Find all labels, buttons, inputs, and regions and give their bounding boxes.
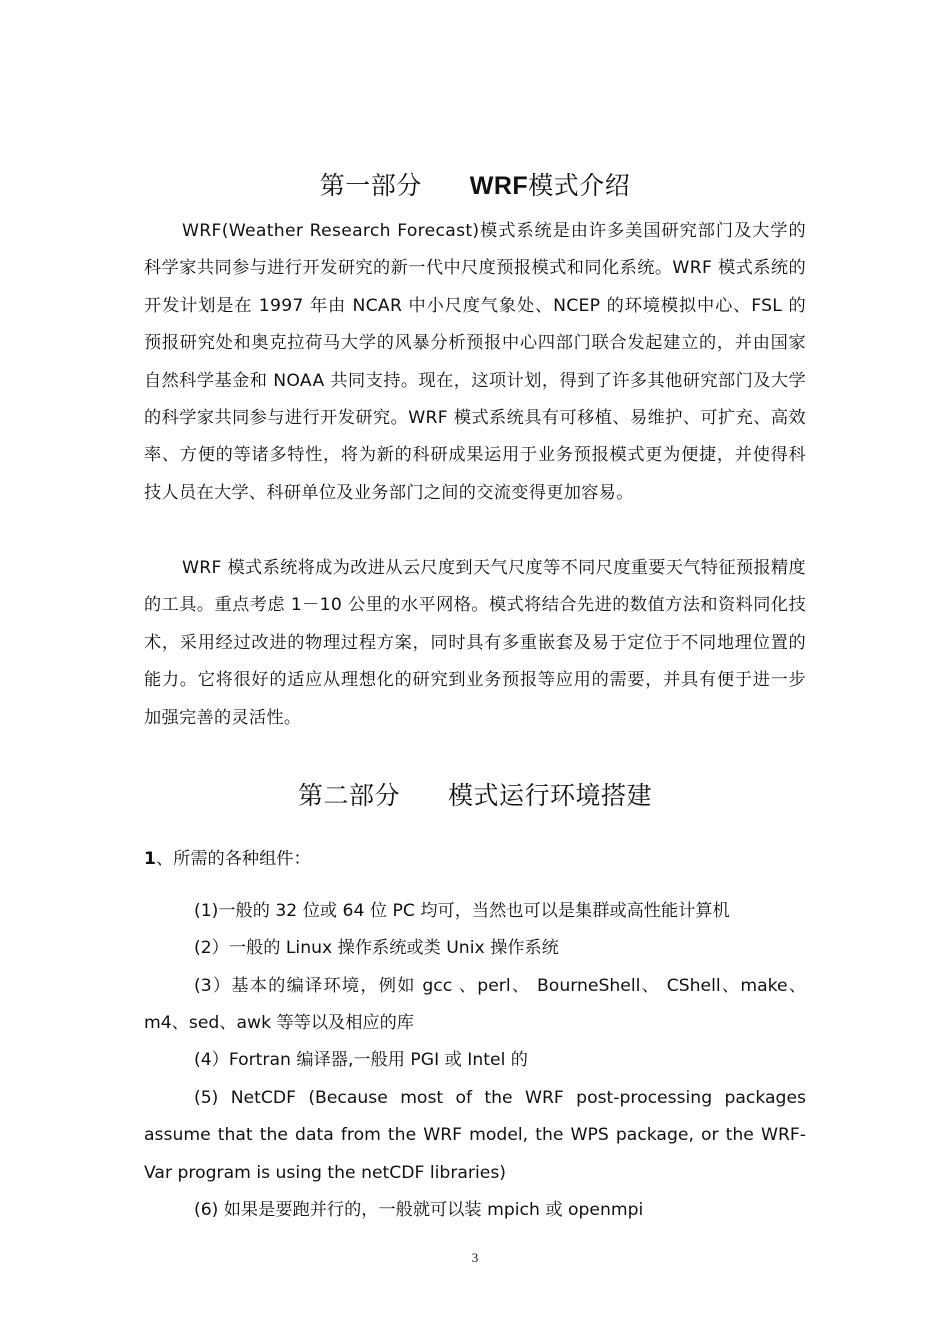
component-item-3: (3）基本的编译环境，例如 gcc 、perl、 BourneShell、 CShell、make、m4、sed、awk 等等以及相应的库 — [144, 976, 806, 1034]
section-2-heading — [144, 776, 806, 812]
section-1-title-rest: 模式介绍 — [528, 171, 631, 200]
section-1-paragraph-2: WRF 模式系统将成为改进从云尺度到天气尺度等不同尺度重要天气特征预报精度的工具。重点考虑 1－10 公里的水平网格。模式将结合先进的数值方法和资料同化技术，采用经过改进的物理过程方案，同时具有多重嵌套及易于定位于不同地理位置的能力。它将很好的适应从理想化的研究到业务预报等应用的需要，并具有便于进一步加强完善的灵活性。 — [144, 558, 806, 728]
components-list-number: 1 — [144, 849, 156, 869]
section-1-heading — [144, 166, 806, 202]
section-2-title: 模式运行环境搭建 — [448, 781, 653, 810]
component-item-1: (1)一般的 32 位或 64 位 PC 均可，当然也可以是集群或高性能计算机 — [194, 901, 730, 921]
components-list-label: 、所需的各种组件： — [155, 849, 311, 869]
component-item-2: (2）一般的 Linux 操作系统或类 Unix 操作系统 — [194, 938, 559, 958]
section-1-title-bold: WRF — [469, 172, 529, 200]
section-1-number: 第一部分 — [319, 171, 422, 200]
components-list-title — [144, 845, 311, 873]
page-number: 3 — [471, 1250, 479, 1265]
component-item-6: (6) 如果是要跑并行的，一般就可以装 mpich 或 openmpi — [194, 1200, 644, 1220]
component-item-5: (5) NetCDF (Because most of the WRF post-processing packages assume that the data from the WRF model, the WPS package, or the WRF-Var program is using the netCDF libraries) — [144, 1088, 806, 1183]
component-item-4: (4）Fortran 编译器,一般用 PGI 或 Intel 的 — [194, 1050, 528, 1070]
section-2-number: 第二部分 — [297, 781, 400, 810]
section-1-paragraph-1: WRF(Weather Research Forecast)模式系统是由许多美国研究部门及大学的科学家共同参与进行开发研究的新一代中尺度预报模式和同化系统。WRF 模式系统的开发计划是在 1997 年由 NCAR 中小尺度气象处、NCEP 的环境模拟中心、FSL 的预报研究处和奥克拉荷马大学的风暴分析预报中心四部门联合发起建立的，并由国家自然科学基金和 NOAA 共同支持。现在，这项计划，得到了许多其他研究部门及大学的科学家共同参与进行开发研究。WRF 模式系统具有可移植、易维护、可扩充、高效率、方便的等诸多特性，将为新的科研成果运用于业务预报模式更为便捷，并使得科技人员在大学、科研单位及业务部门之间的交流变得更加容易。 — [144, 221, 806, 503]
